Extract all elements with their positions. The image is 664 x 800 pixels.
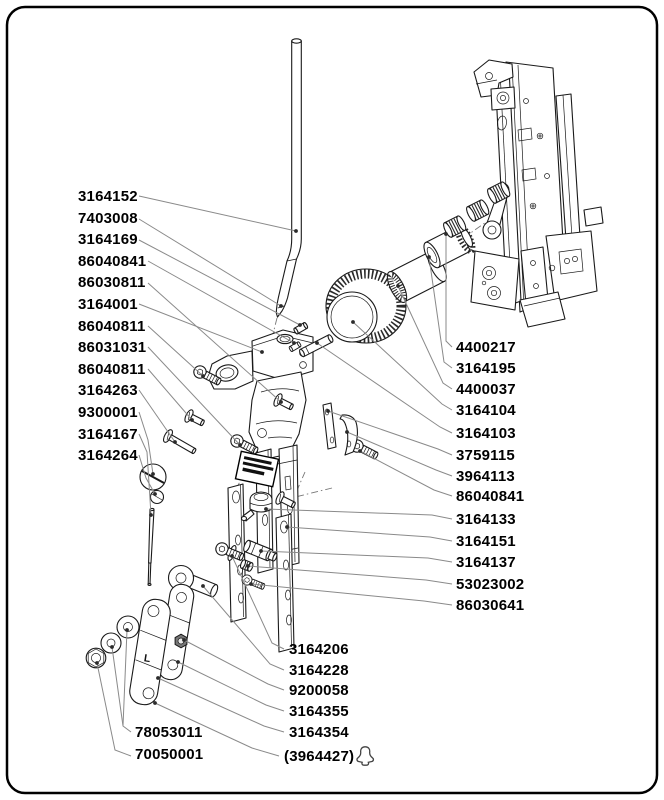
part-label-left-3: 86040841 [78, 253, 147, 270]
part-label-right-5: 3759115 [456, 447, 515, 464]
part-label-left-2: 3164169 [78, 231, 138, 248]
hex-nut [86, 648, 106, 668]
part-label-bottom-3: 3164355 [289, 703, 349, 720]
washer [117, 616, 139, 638]
part-label-left-7: 86031031 [78, 339, 147, 356]
plate-letter: L [143, 652, 152, 666]
part-label-right-1: 3164195 [456, 360, 516, 377]
part-label-right-0: 4400217 [456, 339, 516, 356]
part-label-bottom-1: 3164228 [289, 662, 349, 679]
part-label-left-1: 7403008 [78, 210, 138, 227]
part-label-left-11: 3164167 [78, 426, 138, 443]
part-label-left-6: 86040811 [78, 318, 146, 335]
washer [101, 633, 121, 653]
part-label-bottom-0: 3164206 [289, 641, 349, 658]
part-label-bottomleft-0: 78053011 [135, 724, 203, 741]
part-label-left-8: 86040811 [78, 361, 146, 378]
part-label-right-7: 86040841 [456, 488, 525, 505]
part-label-bottom-5: (3964427) [284, 748, 355, 765]
part-label-left-12: 3164264 [78, 447, 138, 464]
part-label-bottom-4: 3164354 [289, 724, 349, 741]
part-label-bottom-2: 9200058 [289, 682, 349, 699]
part-label-left-9: 3164263 [78, 382, 138, 399]
part-label-left-0: 3164152 [78, 188, 138, 205]
part-label-right-3: 3164104 [456, 402, 516, 419]
part-label-right-12: 86030641 [456, 597, 525, 614]
part-label-right-2: 4400037 [456, 381, 516, 398]
part-label-left-5: 3164001 [78, 296, 138, 313]
double-hole-plate [471, 251, 519, 310]
part-label-right-11: 53023002 [456, 576, 525, 593]
part-label-left-10: 9300001 [78, 404, 138, 421]
part-label-right-8: 3164133 [456, 511, 516, 528]
part-label-bottomleft-1: 70050001 [135, 746, 204, 763]
part-label-right-10: 3164137 [456, 554, 516, 571]
part-label-right-9: 3164151 [456, 533, 516, 550]
part-label-left-4: 86030811 [78, 274, 146, 291]
part-label-right-4: 3164103 [456, 425, 516, 442]
part-label-right-6: 3964113 [456, 468, 515, 485]
